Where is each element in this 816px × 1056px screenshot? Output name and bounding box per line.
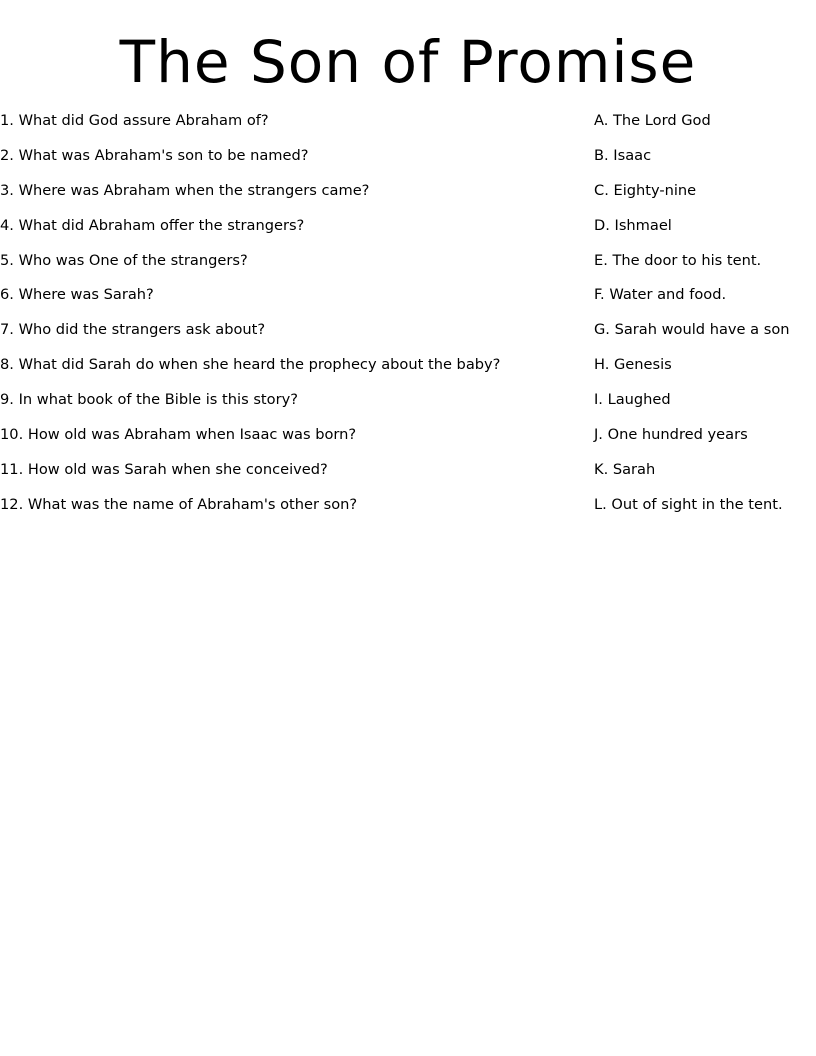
answer-item: H. Genesis bbox=[594, 356, 672, 374]
question-item: 1. What did God assure Abraham of? bbox=[0, 112, 269, 129]
answer-item: B. Isaac bbox=[594, 146, 652, 164]
question-item: 2. What was Abraham's son to be named? bbox=[0, 146, 309, 164]
question-item: 6. Where was Sarah? bbox=[0, 286, 154, 304]
answer-item: I. Laughed bbox=[594, 391, 671, 409]
question-item: 7. Who did the strangers ask about? bbox=[0, 321, 266, 339]
question-item: 10. How old was Abraham when Isaac was born? bbox=[0, 426, 357, 444]
question-list bbox=[0, 111, 580, 530]
question-item: 8. What did Sarah do when she heard the prophecy about the baby? bbox=[0, 356, 501, 374]
answer-item: G. Sarah would have a son bbox=[594, 321, 790, 339]
question-item: 12. What was the name of Abraham's other son? bbox=[0, 495, 358, 513]
answer-item: D. Ishmael bbox=[594, 216, 672, 234]
question-item: 3. Where was Abraham when the strangers came? bbox=[0, 181, 370, 199]
answer-item: K. Sarah bbox=[594, 460, 656, 478]
question-item: 9. In what book of the Bible is this story? bbox=[0, 391, 298, 409]
page-title: The Son of Promise bbox=[119, 28, 697, 96]
question-item: 5. Who was One of the strangers? bbox=[0, 251, 248, 269]
answer-item: E. The door to his tent. bbox=[594, 251, 762, 269]
answer-item: A. The Lord God bbox=[594, 112, 711, 129]
answer-list bbox=[594, 111, 816, 530]
question-item: 4. What did Abraham offer the strangers? bbox=[0, 216, 305, 234]
answer-item: L. Out of sight in the tent. bbox=[594, 495, 783, 513]
answer-item: J. One hundred years bbox=[594, 426, 748, 444]
answer-item: C. Eighty-nine bbox=[594, 181, 697, 199]
question-item: 11. How old was Sarah when she conceived? bbox=[0, 460, 328, 478]
answer-item: F. Water and food. bbox=[594, 286, 727, 304]
